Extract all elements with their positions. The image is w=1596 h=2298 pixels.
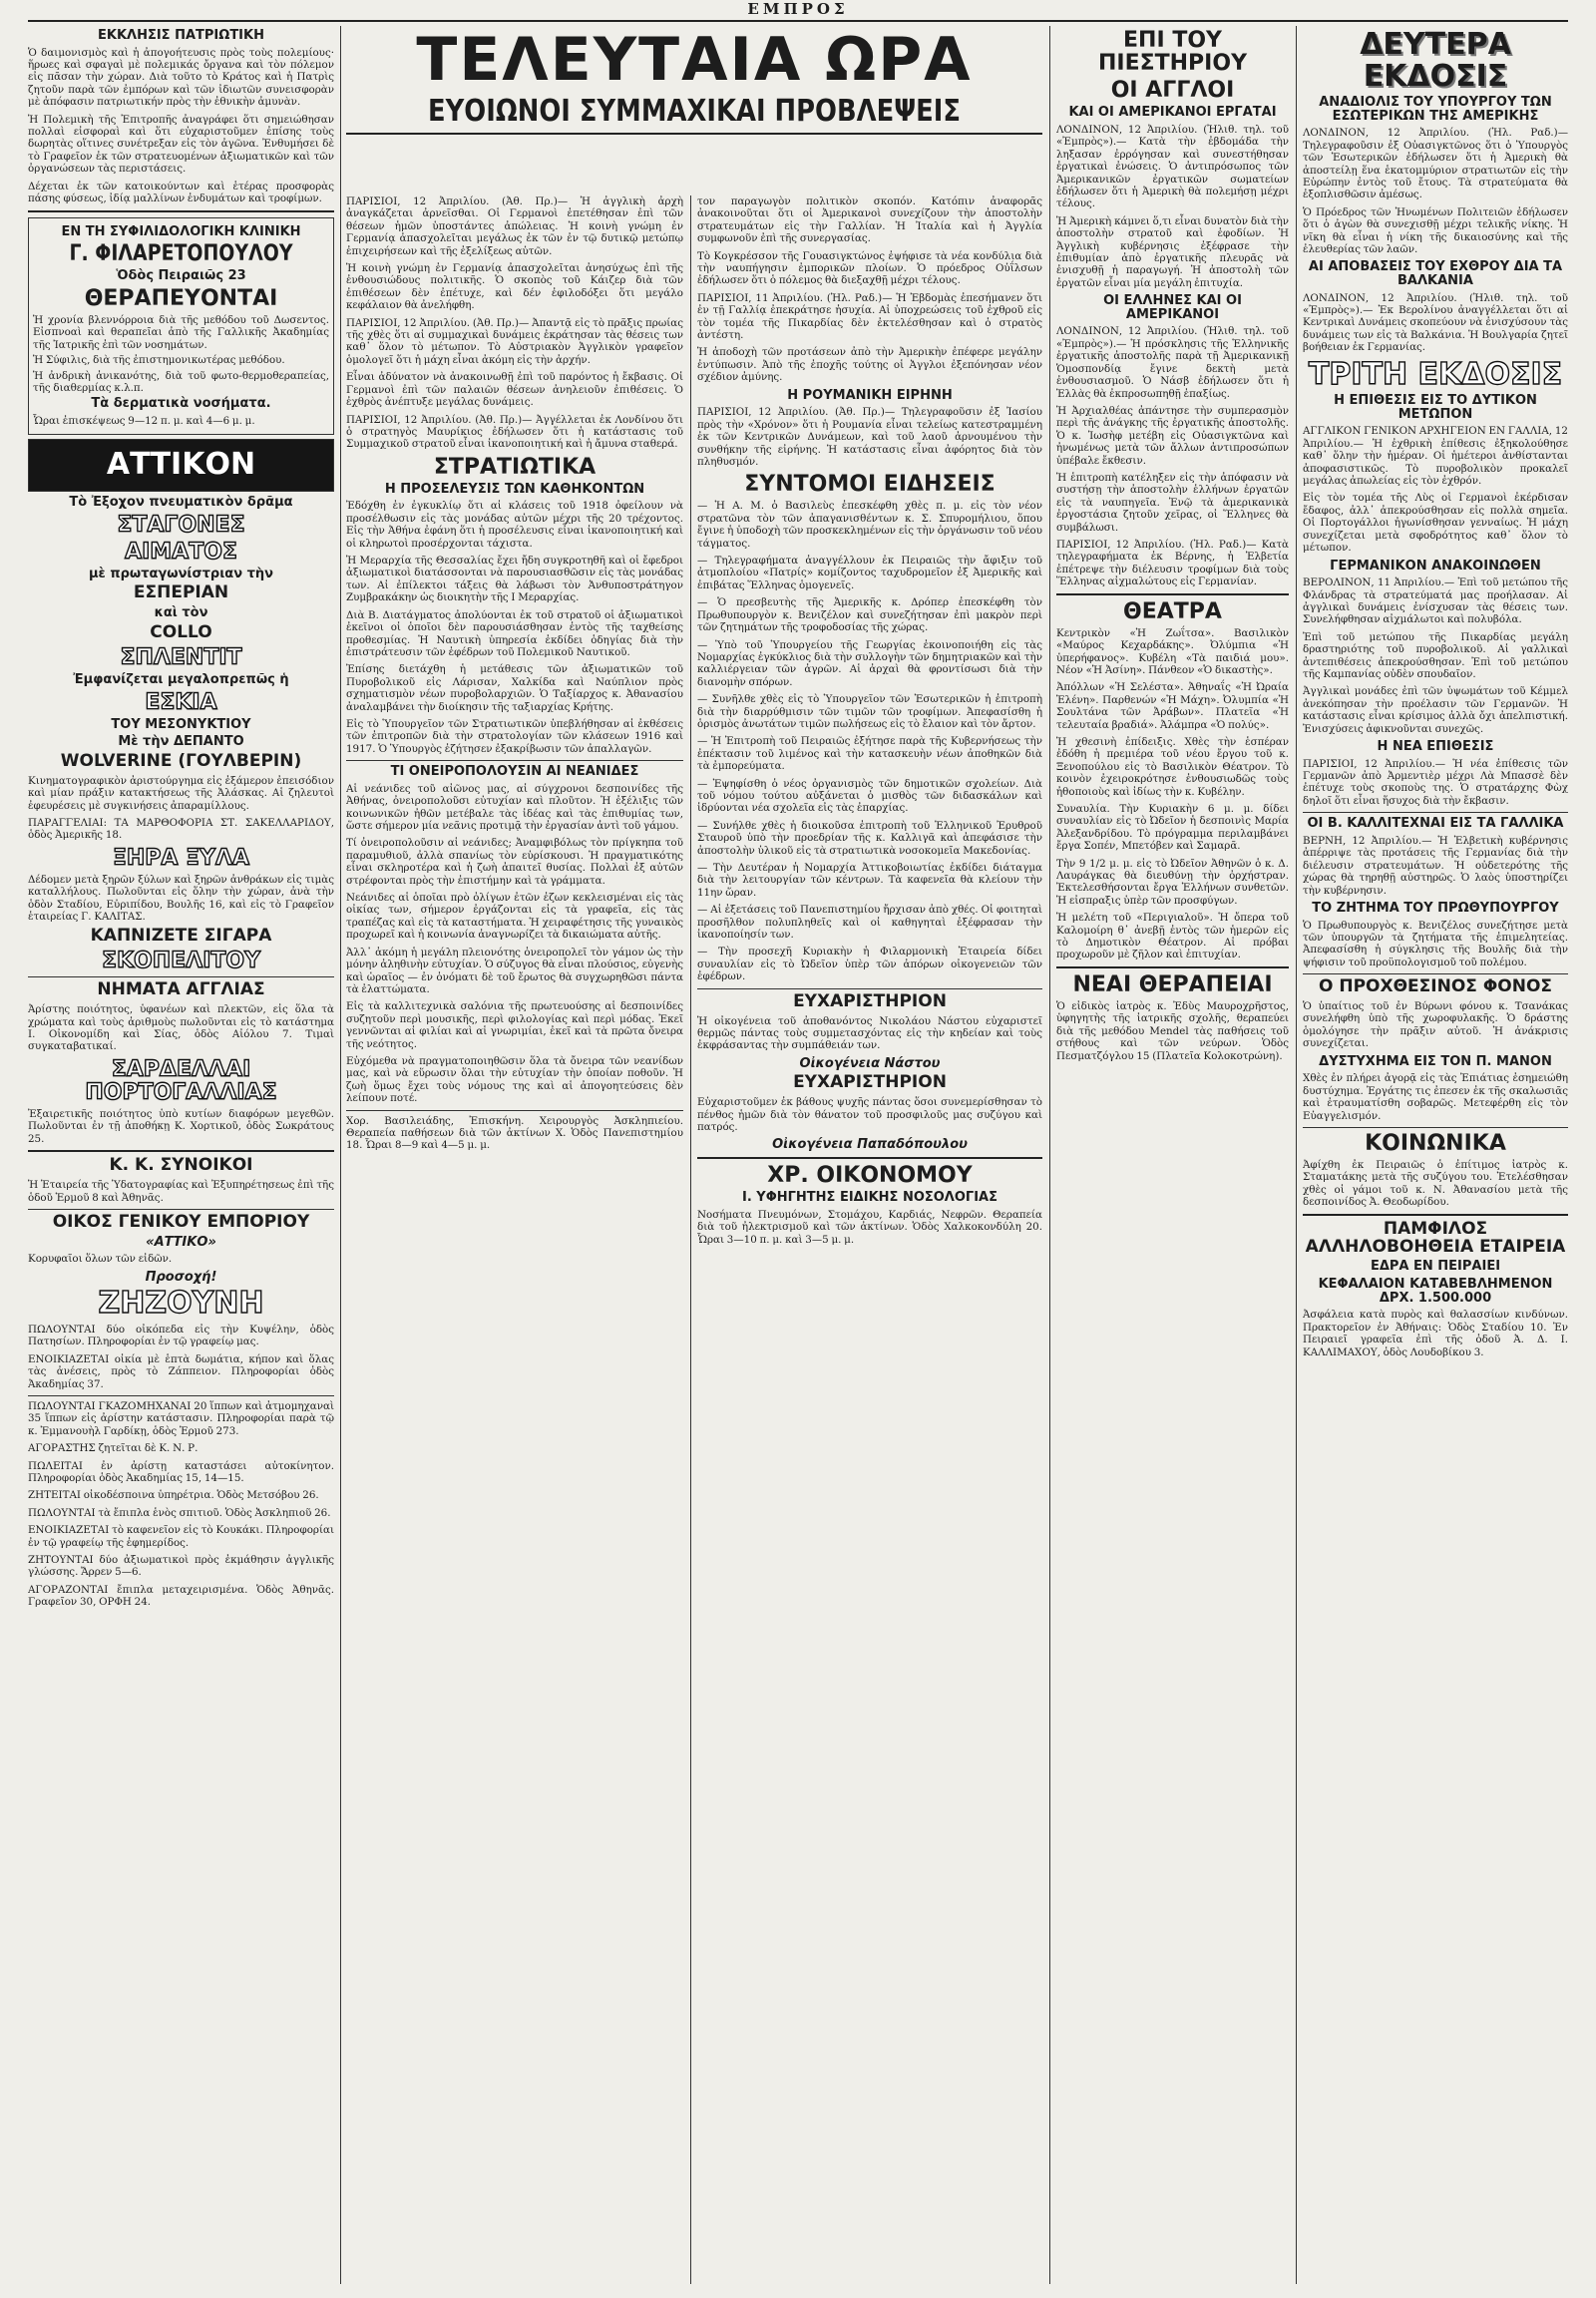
article-paragraph: Ἀσφάλεια κατὰ πυρὸς καὶ θαλασσίων κινδύνων. Πρακτορεῖον ἐν Ἀθήναις: Ὁδὸς Σταδίου 10. Ἐν Πειραιεῖ γραφεῖα ἐπὶ τῆς ὁδοῦ Ἀ. Δ. Ι. ΚΑΛΛΙΜΑΧΟΥ, ὁδὸς Λουδοβίκου 3.: [1303, 1309, 1568, 1358]
article-paragraph: ΛΟΝΔΙΝΟΝ, 12 Ἀπριλίου. (Ἠλιθ. τηλ. τοῦ «Ἐμπρὸς»).— Κατὰ τὴν ἐβδομάδα τὴν ληξασαν ἐρρόγησαν καὶ συνεστήθησαν ἐργατικαὶ ἐνώσεις. Ὁ ἀντιπρόσωπος τῶν Ἀμερικανικῶν ἐργατικῶν σωματείων ἐδήλωσεν ὅτι ἡ Ἀμερικὴ θὰ πολεμήσῃ μέχρι τέλους.: [1056, 123, 1289, 210]
article-paragraph: — Τηλεγραφήματα ἀναγγέλλουν ἐκ Πειραιῶς τὴν ἄφιξιν τοῦ ἀτμοπλοίου «Πατρίς» κομίζοντος ταχυδρομεῖον ἐξ Ἀμερικῆς καὶ ἐπιβάτας Ἕλληνας ὁμογενεῖς.: [697, 555, 1042, 591]
section-rule: [28, 1150, 334, 1152]
article-paragraph: τον παραγωγὸν πολιτικὸν σκοπόν. Κατόπιν ἀναφορᾶς ἀνακοινοῦται ὅτι οἱ Ἀμερικανοὶ συνεχίζουν τὴν ἀποστολὴν στρατευμάτων εἰς τὴν Γαλλίαν. Ἡ Ἰταλία καὶ ἡ Ἀγγλία συμφωνοῦν ἐπὶ τῆς συνεργασίας.: [697, 195, 1042, 245]
headline: ΤΙ ΟΝΕΙΡΟΠΟΛΟΥΣΙΝ ΑΙ ΝΕΑΝΙΔΕΣ: [390, 764, 639, 780]
article-paragraph: ΠΑΡΑΓΓΕΛΙΑΙ: ΤΑ ΜΑΡΘΟΦΟΡΙΑ ΣΤ. ΣΑΚΕΛΛΑΡΙΔΟΥ, ὁδὸς Ἀμερικῆς 18.: [28, 816, 334, 842]
article-paragraph: Χορ. Βασιλειάδης, Ἐπισκήνη. Χειρουργὸς Ἀσκληπιείου. Θεραπεία παθήσεων διὰ τῶν ἀκτίνων Χ. Ὁδὸς Πανεπιστημίου 18. Ὧραι 8—9 καὶ 4—5 μ. μ.: [346, 1114, 683, 1152]
article-paragraph: Τὴν 9 1/2 μ. μ. εἰς τὸ Ὠδεῖον Ἀθηνῶν ὁ κ. Δ. Λαυράγκας θὰ διευθύνῃ τὴν ὀρχήστραν. Ἐκτελεσθήσονται ἔργα Ἑλλήνων συνθετῶν. Ἡ εἰσπραξις ὑπὲρ τῶν προσφύγων.: [1056, 857, 1289, 907]
headline: ΕΥΧΑΡΙΣΤΗΡΙΟΝ: [793, 990, 947, 1011]
section-rule: [1056, 966, 1289, 968]
headline: ΔΕΥΤΕΡΑ ΕΚΔΟΣΙΣ: [1360, 27, 1511, 94]
headline: ΣΠΛΕΝΤΙΤ: [120, 644, 242, 670]
section-rule: [28, 210, 334, 212]
section-rule: [1303, 1127, 1568, 1128]
headline: ΣΚΟΠΕΛΙΤΟΥ: [101, 949, 261, 974]
headline: ΑΙΜΑΤΟΣ: [125, 539, 237, 565]
headline: Η ΕΠΙΘΕΣΙΣ ΕΙΣ ΤΟ ΔΥΤΙΚΟΝ ΜΕΤΩΠΟΝ: [1334, 393, 1537, 422]
article-paragraph: ΖΗΤΟΥΝΤΑΙ δύο ἀξιωματικοὶ πρὸς ἐκμάθησιν ἀγγλικῆς γλώσσης. Ἄρρεν 5—6.: [28, 1554, 334, 1579]
headline: ΑΝΑΔΙΟΛΙΣ ΤΟΥ ΥΠΟΥΡΓΟΥ ΤΩΝ ΕΣΩΤΕΡΙΚΩΝ ΤΗΣ ΑΜΕΡΙΚΗΣ: [1319, 95, 1552, 124]
headline: ΕΝ ΤΗ ΣΥΦΙΛΙΔΟΛΟΓΙΚΗ ΚΛΙΝΙΚΗ: [61, 223, 301, 239]
headline: ΤΕΛΕΥΤΑΙΑ ΩΡΑ: [416, 26, 973, 95]
headline: ΕΥΧΑΡΙΣΤΗΡΙΟΝ: [793, 1072, 947, 1093]
article-paragraph: Εἰς τὰ καλλιτεχνικὰ σαλόνια τῆς πρωτευούσης αἱ δεσποινίδες συζητοῦν περὶ μουσικῆς, περὶ φιλολογίας καὶ περὶ μόδας. Ἐκεῖ γεννῶνται αἱ φιλίαι καὶ αἱ γνωριμίαι, ἐκεῖ καὶ τὰ πρῶτα ὄνειρα τῆς νεότητος.: [346, 1000, 683, 1050]
masthead-rule: [28, 20, 1568, 22]
article-paragraph: ΛΟΝΔΙΝΟΝ, 12 Ἀπριλίου. (Ἠλ. Ραδ.)— Τηλεγραφοῦσιν ἐξ Οὐασιγκτῶνος ὅτι ὁ Ὑπουργὸς τῶν Ἐσωτερικῶν ἐδήλωσεν ὅτι ἡ Ἀμερικὴ θὰ ἀποστείλῃ ἕνα ἑκατομμύριον στρατιωτῶν εἰς τὴν Εὐρώπην ἐντὸς τοῦ ἔτους. Τὰ στρατεύματα θὰ ἐξοπλισθῶσιν ἀμέσως.: [1303, 127, 1568, 201]
headline: ΕΣΠΕΡΙΑΝ: [133, 582, 229, 603]
article-paragraph: Ἀρίστης ποιότητος, ὑφανέων καὶ πλεκτῶν, εἰς ὅλα τὰ χρώματα καὶ τοὺς ἀριθμοὺς πωλοῦνται εἰς τὸ κατάστημα Ι. Οἰκονομίδη καὶ Σίας, ὁδὸς Αἰόλου 7. Τιμαὶ συγκαταβατικαί.: [28, 1003, 334, 1053]
article-paragraph: — Τὴν προσεχῆ Κυριακὴν ἡ Φιλαρμονικὴ Ἑταιρεία δίδει συναυλίαν εἰς τὸ Ὠδεῖον ὑπὲρ τῶν ἀπόρων οἰκογενειῶν τῶν ἐφέδρων.: [697, 946, 1042, 983]
article-paragraph: Ἀφίχθη ἐκ Πειραιῶς ὁ ἐπίτιμος ἰατρὸς κ. Σταματάκης μετὰ τῆς συζύγου του. Ἐτελέσθησαν χθὲς οἱ γάμοι τοῦ κ. Ν. Ἀθανασίου μετὰ τῆς δεσποινίδος Ἀ. Θεοδωρίδου.: [1303, 1159, 1568, 1209]
headline: Τὸ Ἐξοχον πνευματικὸν δρᾶμα: [69, 494, 293, 510]
headline: ΣΤΑΓΟΝΕΣ: [117, 512, 245, 538]
article-paragraph: Χθὲς ἐν πλήρει ἀγορᾷ εἰς τὰς Ἐπιάτιας ἐσημειώθη δυστύχημα. Ἐργάτης τις ἐπεσεν ἐκ τῆς σκαλωσιᾶς καὶ ἐτραυματίσθη σοβαρῶς. Μετεφέρθη εἰς τὸν Εὐαγγελισμόν.: [1303, 1072, 1568, 1122]
article-paragraph: ΖΗΤΕΙΤΑΙ οἰκοδέσποινα ὑπηρέτρια. Ὁδὸς Μετσόβου 26.: [28, 1489, 319, 1502]
headline: ΕΠΙ ΤΟΥ ΠΙΕΣΤΗΡΙΟΥ: [1097, 28, 1247, 77]
article-paragraph: Ὁ ὑπαίτιος τοῦ ἐν Βύρωνι φόνου κ. Τσανάκας συνελήφθη ὑπὸ τῆς χωροφυλακῆς. Ὁ δράστης ὁμολόγησε τὴν πρᾶξιν αὐτοῦ. Ἡ ἀνάκρισις συνεχίζεται.: [1303, 1000, 1568, 1050]
article-paragraph: Ἐπὶ τοῦ μετώπου τῆς Πικαρδίας μεγάλη δραστηριότης τοῦ πυροβολικοῦ. Αἱ γαλλικαὶ ἀντεπιθέσεις ἀπεκρούσθησαν. Ἐπὶ τοῦ μετώπου τῆς Καμπανίας οὐδὲν σπουδαῖον.: [1303, 630, 1568, 680]
article-paragraph: Ἐπίσης διετάχθη ἡ μετάθεσις τῶν ἀξιωματικῶν τοῦ Πυροβολικοῦ εἰς Λάρισαν, Χαλκίδα καὶ Ναύπλιον πρὸς σχηματισμὸν νέων πυροβολαρχιῶν. Ὁ Ταξίαρχος κ. Ἀθανασίου ἀναλαμβάνει τὴν διοίκησιν τῆς ταξιαρχίας Κρήτης.: [346, 663, 683, 713]
article-paragraph: ΠΑΡΙΣΙΟΙ, 12 Ἀπριλίου. (Ἀθ. Πρ.)— Ἡ ἀγγλικὴ ἀρχὴ ἀναγκάζεται ἀρνεῖσθαι. Οἱ Γερμανοὶ ἐπετέθησαν ἐπὶ τῶν θέσεων ἡμῶν ὑποστάντες ἀπώλειας. Ἡ κοινὴ γνώμη ἐν Γερμανίᾳ ἀπασχολεῖται μεγάλως ἐκ τῶν ἐν τῷ δυτικῷ μετώπῳ ἐπιχειρήσεων καὶ τῆς ἐξελίξεως αὐτῶν.: [346, 195, 683, 257]
article-paragraph: ΒΕΡΟΛΙΝΟΝ, 11 Ἀπριλίου.— Ἐπὶ τοῦ μετώπου τῆς Φλάνδρας τὰ στρατεύματά μας προήλασαν. Αἱ ἀγγλικαὶ δυνάμεις ἐνίσχυσαν τὰς θέσεις των. Συνελήφθησαν αἰχμάλωτοι καὶ πολυβόλα.: [1303, 576, 1568, 626]
advertisement-box: [28, 217, 334, 436]
headline: Η ΝΕΑ ΕΠΙΘΕΣΙΣ: [1377, 739, 1494, 755]
article-paragraph: Ἡ Πολεμικὴ τῆς Ἐπιτροπῆς ἀναγράφει ὅτι σημειώθησαν πολλαὶ εἰσφοραὶ καὶ ὅτι εὐχαριστοῦμεν ἐπίσης τοὺς δωρητὰς οἵτινες συνέτρεξαν εἰς τὸν ἀγῶνα. Ἐνθυμήσει δὲ τὸ Γραφεῖον ἐκ τῶν στρατευομένων ἀξιωματικῶν καὶ τῶν ὀργανώσεων τὰς περιστάσεις.: [28, 113, 334, 176]
article-paragraph: ΑΓΟΡΑΖΟΝΤΑΙ ἔπιπλα μεταχειρισμένα. Ὁδὸς Ἀθηνᾶς. Γραφεῖον 30, ΟΡΦΗ 24.: [28, 1583, 334, 1609]
headline: ΑΤΤΙΚΟΝ: [106, 447, 256, 483]
article-paragraph: — Ἡ Α. Μ. ὁ Βασιλεὺς ἐπεσκέφθη χθὲς π. μ. εἰς τὸν νέον στρατῶνα τὸν τῶν ἀπαγανισθέντων κ. Σ. Σπυρομήλιου, ὅπου ἔγινε ἡ ὑποδοχὴ τῶν προσκεκλημένων εἰς τὴν ὀργάνωσιν τοῦ νέου τάγματος.: [697, 500, 1042, 550]
article-paragraph: Ἐδόχθη ἐν ἐγκυκλίῳ ὅτι αἱ κλάσεις τοῦ 1918 ὀφείλουν νὰ προσέλθωσιν εἰς τὰς μονάδας αὐτῶν μέχρι τῆς 20 τρέχοντος. Εἰς τὴν Ἀθήνα ἐφάνη ὅτι ἡ προσέλευσις εἶναι ἱκανοποιητική καὶ οἱ κληρωτοὶ προσέρχονται τάχιστα.: [346, 500, 683, 550]
headline: Προσοχή!: [145, 1269, 217, 1285]
article-paragraph: Ἡ ἀνδρικὴ ἀνικανότης, διὰ τοῦ φωτο-θερμοθεραπείας, τῆς διαθερμίας κ.λ.π.: [33, 369, 329, 395]
headline: μὲ πρωταγωνίστριαν τὴν: [88, 566, 274, 581]
article-paragraph: ΕΝΟΙΚΙΑΖΕΤΑΙ τὸ καφενεῖον εἰς τὸ Κουκάκι. Πληροφορίαι ἐν τῷ γραφείῳ τῆς ἐφημερίδος.: [28, 1524, 334, 1549]
article-paragraph: Τί ὀνειροπολοῦσιν αἱ νεάνιδες; Ἀναμφιβόλως τὸν πρίγκηπα τοῦ παραμυθιοῦ, ἀλλὰ σπανίως τὸν εὑρίσκουσι. Ἡ πραγματικότης εἶναι σκληροτέρα καὶ ἡ ζωὴ ἀπαιτεῖ θυσίας. Πολλαὶ ἐξ αὐτῶν στρέφονται πρὸς τὴν ἐπιστήμην καὶ τὰ γράμματα.: [346, 837, 683, 887]
headline: ΤΟ ΖΗΤΗΜΑ ΤΟΥ ΠΡΩΘΥΠΟΥΡΓΟΥ: [1312, 900, 1559, 916]
section-rule: [1303, 973, 1568, 974]
headline: ΟΙ ΑΓΓΛΟΙ: [1110, 78, 1235, 104]
article-paragraph: Συναυλία. Τὴν Κυριακὴν 6 μ. μ. δίδει συναυλίαν εἰς τὸ Ὠδεῖον ἡ δεσποινὶς Μαρία Ἀλεξανδρίδου. Τὸ πρόγραμμα περιλαμβάνει ἔργα Σοπέν, Μπετόβεν καὶ Σαμαρᾶ.: [1056, 802, 1289, 853]
headline: «ΑΤΤΙΚΟ»: [146, 1234, 216, 1250]
headline: Ι. ΥΦΗΓΗΤΗΣ ΕΙΔΙΚΗΣ ΝΟΣΟΛΟΓΙΑΣ: [742, 1190, 998, 1206]
headline: Τὰ δερματικὰ νοσήματα.: [91, 396, 271, 412]
article-paragraph: Ὧραι ἐπισκέψεως 9—12 π. μ. καὶ 4—6 μ. μ.: [33, 415, 255, 428]
article-paragraph: Κινηματογραφικὸν ἀριστούργημα εἰς ἐξάμερον ἐπεισόδιον καὶ μίαν πράξιν κατακτήσεως τῆς Ἀλάσκας. Αἱ ζηλευτοὶ ἐφευρέσεις μὲ συγκινήσεις ἀπαραμίλλους.: [28, 774, 334, 812]
column-divider: [340, 26, 341, 2284]
article-paragraph: Νεάνιδες αἱ ὁποῖαι πρὸ ὀλίγων ἐτῶν ἐζων κεκλεισμέναι εἰς τὰς οἰκίας των, σήμερον ἐργάζονται εἰς τὰ γραφεῖα, εἰς τὰς τραπέζας καὶ εἰς τὰ καταστήματα. Ἡ χειραφέτησις τῆς γυναικὸς προχωρεῖ καὶ ἡ κοινωνία ἀναγνωρίζει τὰ δικαιώματα αὐτῆς.: [346, 892, 683, 942]
article-paragraph: Ἀπόλλων «Ἡ Σελέστα». Ἀθηναΐς «Ἡ Ὠραία Ἑλένη». Παρθενών «Ἡ Μάχη». Ὀλυμπία «Ἡ Σουλτάνα τῶν Ἀράβων». Πλατεῖα «Ἡ τελευταία βραδιά». Ἀλάμπρα «Ὁ πολύς».: [1056, 681, 1289, 731]
article-paragraph: ΑΓΟΡΑΣΤΗΣ ζητεῖται δὲ Κ. Ν. Ρ.: [28, 1442, 199, 1455]
section-rule: [28, 1209, 334, 1210]
headline: ΕΚΚΛΗΣΙΣ ΠΑΤΡΙΩΤΙΚΗ: [98, 28, 264, 43]
headline: Ἐμφανίζεται μεγαλοπρεπῶς ἡ: [73, 671, 289, 687]
headline: ΧΡ. ΟΙΚΟΝΟΜΟΥ: [767, 1163, 973, 1189]
article-paragraph: Εἶναι ἀδύνατον νὰ ἀνακοινωθῇ ἐπὶ τοῦ παρόντος ἡ ἔκβασις. Οἱ Γερμανοὶ ἐπὶ τῶν παλαιῶν θέσεων ἀνηλειοῦν ἐπιθέσεις. Ὁ ἐχθρὸς ἀνέπτυξε μεγάλας δυνάμεις.: [346, 371, 683, 409]
article-paragraph: ΕΝΟΙΚΙΑΖΕΤΑΙ οἰκία μὲ ἑπτὰ δωμάτια, κήπον καὶ ὅλας τὰς ἀνέσεις, πρὸς τὸ Ζάππειον. Πληροφορίαι ὁδὸς Ἀκαδημίας 37.: [28, 1352, 334, 1390]
article-paragraph: Εἰς τὸν τομέα τῆς Λὺς οἱ Γερμανοὶ ἐκέρδισαν ἔδαφος, ἀλλ᾽ ἀπεκρούσθησαν εἰς πολλὰ σημεῖα. Οἱ Πορτογάλλοι ἠγωνίσθησαν γενναίως. Ἡ μάχη συνεχίζεται μετὰ σφοδρότητος καθ᾽ ὅλον τὸ μέτωπον.: [1303, 492, 1568, 555]
article-paragraph: Ὁ δαιμονισμὸς καὶ ἡ ἀπογοήτευσις πρὸς τοὺς πολεμίους· ἥρωες καὶ σφαγαὶ μὲ πολεμικάς ὄργανα καὶ τὸν πόλεμον εἰς πᾶσαν τὴν χώραν. Διὰ τοῦτο τὸ Κράτος καὶ ἡ Πατρὶς ζητοῦν παρὰ τῶν ἐμπόρων καὶ τῶν ἰδιωτῶν συνεισφορὰν μὲ ἀπόφασιν πατριωτικήν πρὸς τὴν ἐθνικὴν ἀμυνὰν.: [28, 46, 334, 109]
article-paragraph: Ἐξαιρετικῆς ποιότητος ὑπὸ κυτίων διαφόρων μεγεθῶν. Πωλοῦνται ἐν τῇ ἀποθήκῃ Κ. Χορτικοῦ, ὁδὸς Σωκράτους 25.: [28, 1108, 334, 1145]
column-late-news-left: [346, 195, 683, 2284]
article-paragraph: Ἡ ἑπιτροπὴ κατέληξεν εἰς τὴν ἀπόφασιν νὰ συστήσῃ τὴν ἀποστολὴν ἑλλήνων ἐργατῶν εἰς τὰ ναυπηγεῖα. Ἐνῷ τὰ ἀμερικανικὰ ἐργοστάσια ζητοῦν χεῖρας, οἱ Ἕλληνες θὰ συμβάλωσι.: [1056, 471, 1289, 534]
article-paragraph: Ἀλλ᾽ ἀκόμη ἡ μεγάλη πλειονότης ὀνειροπολεῖ τὸν γάμον ὡς τὴν μόνην ἀληθινὴν εὐτυχίαν. Ὁ σύζυγος θὰ εἶναι πλούσιος, εὐγενὴς καὶ ὡραῖος — ἐν ὀνόματι δὲ τοῦ ἔρωτος θὰ συγχωρηθῶσι πάντα τὰ ἐλαττώματα.: [346, 946, 683, 995]
headline: ΣΥΝΤΟΜΟΙ ΕΙΔΗΣΕΙΣ: [744, 472, 996, 498]
column-advertisements: [28, 26, 334, 2284]
headline: ΔΥΣΤΥΧΗΜΑ ΕΙΣ ΤΟΝ Π. ΜΑΝΟΝ: [1319, 1053, 1552, 1069]
headline: ΣΑΡΔΕΛΛΑΙ ΠΟΡΤΟΓΑΛΛΙΑΣ: [85, 1056, 277, 1105]
column-editions: [1303, 26, 1568, 2284]
headline: ΕΥΟΙΩΝΟΙ ΣΥΜΜΑΧΙΚΑΙ ΠΡΟΒΛΕΨΕΙΣ: [427, 94, 961, 129]
article-paragraph: — Ἡ Ἐπιτροπὴ τοῦ Πειραιῶς ἐξήτησε παρὰ τῆς Κυβερνήσεως τὴν ἐπέκτασιν τοῦ λιμένος καὶ τὴν κατασκευὴν νέων ἀποθηκῶν διὰ τὰ ἐμπορεύματα.: [697, 735, 1042, 773]
section-rule: [697, 988, 1042, 989]
article-paragraph: Ὁ Πρωθυπουργὸς κ. Βενιζέλος συνεζήτησε μετὰ τῶν ὑπουργῶν τὰ ζητήματα τῆς ἐπιμελητείας. Ἀπεφασίσθη ἡ σύγκλησις τῆς Βουλῆς διὰ τὴν ψήφισιν τοῦ προϋπολογισμοῦ τοῦ πολέμου.: [1303, 919, 1568, 968]
article-paragraph: Δέδομεν μετὰ ξηρῶν ξύλων καὶ ξηρῶν ἀνθράκων εἰς τιμὰς καταλλήλους. Πωλοῦνται εἰς ὅλην τὴν χώραν, ἀνὰ τὴν ὁδὸν Σταδίου, Εὐριπίδου, Βουλῆς 16, καὶ εἰς τὸ Γραφεῖον ἑταιρείας Γ. ΚΑΛΙΤΑΣ.: [28, 873, 334, 924]
headline: ΘΕΑΤΡΑ: [1123, 598, 1222, 624]
article-paragraph: Εὐχαριστοῦμεν ἐκ βάθους ψυχῆς πάντας ὅσοι συνεμερίσθησαν τὸ πένθος ἡμῶν διὰ τὸν θάνατον τοῦ προσφιλοῦς μας συζύγου καὶ πατρός.: [697, 1096, 1042, 1134]
headline: ΚΕΦΑΛΑΙΟΝ ΚΑΤΑΒΕΒΛΗΜΕΝΟΝ ΔΡΧ. 1.500.000: [1318, 1277, 1553, 1306]
headline: ΤΟΥ ΜΕΣΟΝΥΚΤΙΟΥ: [111, 716, 251, 732]
article-paragraph: — Συνῆλθε χθὲς εἰς τὸ Ὑπουργεῖον τῶν Ἐσωτερικῶν ἡ ἐπιτροπὴ διὰ τὴν διαρρύθμισιν τῶν τιμῶν τῶν τροφίμων. Ἀπεφασίσθη ἡ ὁρισμὸς ἀνωτάτων τιμῶν πωλήσεως εἰς τὸ ἔλαιον καὶ τὸν ἄρτον.: [697, 693, 1042, 730]
headline: Ο ΠΡΟΧΘΕΣΙΝΟΣ ΦΟΝΟΣ: [1318, 976, 1553, 997]
article-paragraph: Ἡ χρονία βλεννόρροια διὰ τῆς μεθόδου τοῦ Δωσεντος. Εἰσπνοαὶ καὶ θεραπεῖαι ἀπὸ τῆς Γαλλικῆς Ἀκαδημίας τῆς Ἰατρικῆς ἐπὶ τῶν νοσημάτων.: [33, 313, 329, 351]
article-paragraph: Κεντρικὸν «Ἡ Ζωΐτσα». Βασιλικὸν «Μαύρος Κεχαρδάκης». Ὀλύμπια «Ἡ ὑπερήφανος». Κυβέλη «Τὰ παιδιά μου». Νέον «Ἡ Ἀσίνη». Πάνθεον «Ὁ δικαστὴς».: [1056, 626, 1289, 676]
column-divider: [1296, 26, 1297, 2284]
section-rule: [346, 760, 683, 761]
section-rule: [28, 976, 334, 977]
article-paragraph: Ἡ οἰκογένεια τοῦ ἀποθανόντος Νικολάου Νάστου εὐχαριστεῖ θερμῶς πάντας τοὺς συμμετασχόντας εἰς τὴν κηδείαν καὶ τοὺς ἐκφράσαντας τὴν συμπάθειάν των.: [697, 1014, 1042, 1052]
column-press-theatre: [1056, 26, 1289, 2284]
headline: ΕΔΡΑ ΕΝ ΠΕΙΡΑΙΕΙ: [1370, 1259, 1501, 1275]
article-paragraph: Νοσήματα Πνευμόνων, Στομάχου, Καρδιάς, Νεφρῶν. Θεραπεία διὰ τοῦ ἠλεκτρισμοῦ καὶ τῶν ἀκτίνων. Ὁδὸς Χαλκοκονδύλη 20. Ὧραι 3—10 π. μ. καὶ 3—5 μ. μ.: [697, 1208, 1042, 1246]
headline: ΣΤΡΑΤΙΩΤΙΚΑ: [433, 454, 597, 480]
article-paragraph: — Ὑπὸ τοῦ Ὑπουργείου τῆς Γεωργίας ἐκοινοποιήθη εἰς τὰς Νομαρχίας ἐγκύκλιος διὰ τὴν συλλογὴν τῶν δημητριακῶν καὶ τὴν καλλιέργειαν τῶν ἀγρῶν. Αἱ ἀρχαὶ θὰ φροντίσωσι διὰ τὴν διανομὴν σπόρων.: [697, 638, 1042, 688]
article-paragraph: ΠΩΛΟΥΝΤΑΙ δύο οἰκόπεδα εἰς τὴν Κυψέλην, ὁδὸς Πατησίων. Πληροφορίαι ἐν τῷ γραφείῳ μας.: [28, 1323, 334, 1348]
headline: Κ. Κ. ΣΥΝΟΙΚΟΙ: [109, 1155, 253, 1176]
article-paragraph: Ἡ Ἀμερικὴ κάμνει ὅ,τι εἶναι δυνατὸν διὰ τὴν ἀποστολὴν στρατοῦ καὶ ἐφοδίων. Ἡ Ἀγγλικὴ κυβέρνησις ἐξέφρασε τὴν ἐπιθυμίαν ἀπὸ ἐργατικῆς πλευρᾶς νὰ ἐνισχυθῇ ἡ παραγωγή. Ἡ ἀποστολὴ τῶν ἐργατῶν εἶναι μία μεγάλη ἐπιτυχία.: [1056, 214, 1289, 289]
article-paragraph: ΛΟΝΔΙΝΟΝ, 12 Ἀπριλίου. (Ἠλιθ. τηλ. τοῦ «Ἐμπρὸς»).— Ἡ πρόσκλησις τῆς Ἑλληνικῆς ἐργατικῆς ἀποστολῆς παρὰ τῇ Ἀμερικανικῇ Ὁμοσπονδίᾳ ἔγινε δεκτὴ μετὰ ἐνθουσιασμοῦ. Ὁ Νάσβ ἐδήλωσεν ὅτι ἡ Ἑλλὰς θὰ ἐκπροσωπηθῇ ἐπαξίως.: [1056, 325, 1289, 400]
headline: ΠΑΜΦΙΛΟΣ ΑΛΛΗΛΟΒΟΗΘΕΙΑ ΕΤΑΙΡΕΙΑ: [1305, 1218, 1566, 1257]
section-rule: [346, 1110, 683, 1111]
section-rule: [697, 1157, 1042, 1159]
headline: ΕΣΚΙΑ: [145, 689, 217, 715]
headline: ΝΕΑΙ ΘΕΡΑΠΕΙΑΙ: [1072, 971, 1273, 997]
advertisement-box: [28, 439, 334, 492]
article-paragraph: — Ὁ πρεσβευτὴς τῆς Ἀμερικῆς κ. Δρόπερ ἐπεσκέφθη τὸν Πρωθυπουργὸν κ. Βενιζέλον καὶ συνεζήτησαν ἐπὶ μακρὸν περὶ τῶν ζητημάτων τῆς τροφοδοσίας τῆς χώρας.: [697, 596, 1042, 634]
article-paragraph: Δέχεται ἐκ τῶν κατοικούντων καὶ ἑτέρας προσφορὰς πάσης φύσεως, ἰδίᾳ μαλλίνων ἐνδυμάτων καὶ τροφίμων.: [28, 180, 334, 205]
article-paragraph: ΛΟΝΔΙΝΟΝ, 12 Ἀπριλίου. (Ἠλιθ. τηλ. τοῦ «Ἐμπρὸς»).— Ἐκ Βερολίνου ἀναγγέλλεται ὅτι αἱ Κεντρικαὶ Δυνάμεις σκοπεύουν νὰ ἐνισχύσουν τὰς δυνάμεις των εἰς τὰ Βαλκάνια. Ἡ Βουλγαρία ζητεῖ βοήθειαν ἐκ Γερμανίας.: [1303, 291, 1568, 354]
article-paragraph: ΑΓΓΛΙΚΟΝ ΓΕΝΙΚΟΝ ΑΡΧΗΓΕΙΟΝ ΕΝ ΓΑΛΛΙΑ, 12 Ἀπριλίου.— Ἡ ἐχθρικὴ ἐπίθεσις ἐξηκολούθησε καθ᾽ ὅλην τὴν ἡμέραν. Οἱ ἡμέτεροι ἀνθίστανται ἀποφασιστικῶς. Τὸ πυροβολικὸν προκαλεῖ μεγάλας ἀπωλείας εἰς τὸν ἐχθρόν.: [1303, 425, 1568, 488]
headline: Μὲ τὴν ΔΕΠΑΝΤΟ: [118, 734, 244, 750]
article-paragraph: — Ἐψηφίσθη ὁ νέος ὀργανισμὸς τῶν δημοτικῶν σχολείων. Διὰ τοῦ νόμου τούτου αὐξάνεται ὁ μισθὸς τῶν διδασκάλων καὶ ἱδρύονται νέα σχολεῖα εἰς τὰς ἐπαρχίας.: [697, 777, 1042, 815]
column-divider: [1049, 26, 1050, 2284]
article-paragraph: Ἡ κοινὴ γνώμη ἐν Γερμανίᾳ ἀπασχολεῖται ἀνησύχως ἐπὶ τῆς ἐνθουσιώδους πολιτικῆς. Ὁ σκοπὸς τοῦ Κάιζερ διὰ τῶν ἐπιθέσεων δὲν ἐπέτυχε, καὶ δέν ἐφιλοδόξει ὅτι μεγάλο κεφάλαιον θὰ ἀνελήφθη.: [346, 262, 683, 312]
headline: Οἰκογένεια Παπαδόπουλου: [772, 1137, 968, 1153]
headline: Γ. ΦΙΛΑΡΕΤΟΠΟΥΛΟΥ: [69, 241, 293, 267]
article-paragraph: Ἡ ἀποδοχὴ τῶν προτάσεων ἀπὸ τὴν Ἀμερικὴν ἐπέφερε μεγάλην ἐντύπωσιν. Ἀπὸ τῆς ἐποχῆς τούτης οἱ Ἀγγλοι ἐξεπόνησαν νέον σχέδιον ἀμύνης.: [697, 346, 1042, 384]
headline: ΚΟΙΝΩΝΙΚΑ: [1365, 1130, 1506, 1156]
headline: ΟΙ ΕΛΛΗΝΕΣ ΚΑΙ ΟΙ ΑΜΕΡΙΚΑΝΟΙ: [1103, 293, 1242, 322]
section-rule: [1303, 812, 1568, 813]
article-paragraph: Αἱ νεάνιδες τοῦ αἰῶνος μας, αἱ σύγχρονοι δεσποινίδες τῆς Ἀθήνας, ὀνειροπολοῦσι εὐτυχίαν καὶ πλοῦτον. Ἡ ἐξέλιξις τῶν κοινωνικῶν ἠθῶν μετέβαλε τὰς ἰδέας καὶ τὰς ἐπιθυμίας των, ὥστε σήμερον μία νεᾶνις προτιμᾷ τὴν ἐργασίαν ἀντὶ τοῦ γάμου.: [346, 782, 683, 833]
article-paragraph: — Αἱ ἐξετάσεις τοῦ Πανεπιστημίου ἤρχισαν ἀπὸ χθές. Οἱ φοιτηταὶ προσῆλθον πολυπληθεῖς καὶ οἱ καθηγηταὶ ἐξέφρασαν τὴν ἱκανοποίησίν των.: [697, 904, 1042, 942]
article-paragraph: Ἡ Ἀρχιαλθέας ἀπάντησε τὴν συμπερασμὸν περὶ τῆς ἀνάγκης τῆς ἐργατικῆς ἀποστολῆς. Ὁ κ. Ἰωσὴφ μετέβη εἰς Οὐασιγκτῶνα καὶ ἠνωμένως μετὰ τῶν ἄλλων ἀντιπροσώπων ὑπέβαλε ἔκθεσιν.: [1056, 404, 1289, 467]
headline: ΚΑΙ ΟΙ ΑΜΕΡΙΚΑΝΟΙ ΕΡΓΑΤΑΙ: [1068, 105, 1277, 121]
headline: ΑΙ ΑΠΟΒΑΣΕΙΣ ΤΟΥ ΕΧΘΡΟΥ ΔΙΑ ΤΑ ΒΑΛΚΑΝΙΑ: [1308, 259, 1563, 288]
column-divider: [690, 195, 691, 2284]
article-paragraph: ΠΩΛΟΥΝΤΑΙ τὰ ἔπιπλα ἑνὸς σπιτιοῦ. Ὁδὸς Ἀσκληπιοῦ 26.: [28, 1506, 331, 1519]
article-paragraph: ΒΕΡΝΗ, 12 Ἀπριλίου.— Ἡ Ἑλβετικὴ κυβέρνησις ἀπέρριψε τὰς προτάσεις τῆς Γερμανίας διὰ τὴν διέλευσιν στρατευμάτων. Ἡ οὐδετερότης τῆς χώρας θὰ τηρηθῇ αὐστηρῶς. Ὁ λαὸς ὑποστηρίζει τὴν κυβέρνησιν.: [1303, 834, 1568, 897]
headline: Οἰκογένεια Νάστου: [799, 1055, 941, 1071]
headline: Η ΡΟΥΜΑΝΙΚΗ ΕΙΡΗΝΗ: [787, 387, 953, 403]
headline: ΟΙ Β. ΚΑΛΛΙΤΕΧΝΑΙ ΕΙΣ ΤΑ ΓΑΛΛΙΚΑ: [1307, 816, 1564, 832]
article-paragraph: ΠΩΛΕΙΤΑΙ ἐν ἀρίστῃ καταστάσει αὐτοκίνητον. Πληροφορίαι ὁδὸς Ἀκαδημίας 15, 14—15.: [28, 1459, 334, 1485]
article-paragraph: Ἡ μελέτη τοῦ «Περιγιαλοῦ». Ἡ ὄπερα τοῦ Καλομοίρη θ᾽ ἀνεβῇ ἐντὸς τῶν ἡμερῶν εἰς τὸ Δημοτικὸν Θέατρον. Αἱ πρόβαι προχωροῦν μὲ ζῆλον καὶ ἐπιτυχίαν.: [1056, 912, 1289, 961]
section-rule: [28, 1395, 334, 1396]
headline: ΖΗΖΟΥΝΗ: [98, 1286, 264, 1322]
article-paragraph: Εἰς τὸ Ὑπουργεῖον τῶν Στρατιωτικῶν ὑπεβλήθησαν αἱ ἐκθέσεις τῶν ἐπιτροπῶν διὰ τὴν στρατολογίαν τῶν κλάσεων 1916 καὶ 1917. Ὁ Ὑπουργὸς ἐζήτησεν ἐξακρίβωσιν τῶν ἀπαλλαγῶν.: [346, 717, 683, 755]
article-paragraph: Ὁ Πρόεδρος τῶν Ἡνωμένων Πολιτειῶν ἐδήλωσεν ὅτι ὁ ἀγὼν θὰ συνεχισθῇ μέχρι τελικῆς νίκης. Ἡ νῖκη θὰ εἶναι ἡ νίκη τῆς δικαιοσύνης καὶ τῆς ἐλευθερίας τῶν λαῶν.: [1303, 205, 1568, 255]
headline: καὶ τὸν: [154, 605, 208, 621]
section-rule: [1056, 593, 1289, 595]
headline: WOLVERINE (ΓΟΥΛΒΕΡΙΝ): [60, 750, 302, 771]
article-paragraph: Διὰ Β. Διατάγματος ἀπολύονται ἐκ τοῦ στρατοῦ οἱ ἀξιωματικοὶ ἐκεῖνοι οἱ ὁποῖοι δὲν παρουσιάσθησαν ἐντὸς τῆς ταχθείσης προθεσμίας. Ἡ Ναυτικὴ ὑπηρεσία ἐκδίδει ὁδηγίας διὰ τὴν ἐπιστράτευσιν τῶν ἐφέδρων τοῦ Πολεμικοῦ Ναυτικοῦ.: [346, 608, 683, 658]
article-paragraph: Ὁ εἰδικὸς ἰατρὸς κ. Ἐδὺς Μαυροχρῆστος, ὑφηγητὴς τῆς ἰατρικῆς σχολῆς, θεραπεύει διὰ τῆς μεθόδου Mendel τὰς παθήσεις τοῦ στήθους καὶ τῶν νεύρων. Ὁδὸς Πεσματζόγλου 15 (Πλατεῖα Κολοκοτρώνη).: [1056, 999, 1289, 1062]
headline: ΞΗΡΑ ΞΥΛΑ: [112, 845, 249, 871]
article-paragraph: ΠΑΡΙΣΙΟΙ, 12 Ἀπριλίου. (Ἀθ. Πρ.)— Τηλεγραφοῦσιν ἐξ Ἰασίου πρὸς τὴν «Χρόνον» ὅτι ἡ Ρουμανία εἶναι τελείως κατεστραμμένη ἐκ τῶν Κεντρικῶν Δυνάμεων, καὶ τοῦ λαοῦ ἀρνουμένου τὴν συνθήκην τῆς εἰρήνης. Ἡ κατάστασις εἶναι ἀφόρητος διὰ τὸν πληθυσμόν.: [697, 406, 1042, 468]
column-late-news-header: [346, 26, 1042, 195]
article-paragraph: Ἡ χθεσινὴ ἐπίδειξις. Χθὲς τὴν ἑσπέραν ἐδόθη ἡ πρεμιέρα τοῦ νέου ἔργου τοῦ κ. Ξενοπούλου εἰς τὸ Βασιλικὸν Θέατρον. Τὸ κοινὸν ἐχειροκρότησε ἐνθουσιωδῶς τοὺς ἠθοποιοὺς καὶ ἰδίως τὴν κ. Κυβέλην.: [1056, 735, 1289, 798]
article-paragraph: Εὐχόμεθα νὰ πραγματοποιηθῶσιν ὅλα τὰ ὄνειρα τῶν νεανίδων μας, καὶ νὰ εὕρωσιν ὅλαι τὴν εὐτυχίαν τὴν ὁποίαν ποθοῦν. Ἡ ζωὴ ὅμως ἔχει τοὺς νόμους της καὶ αἱ ἀπογοητεύσεις δὲν λείπουν ποτέ.: [346, 1054, 683, 1105]
section-rule: [346, 133, 1042, 135]
column-late-news-right: [697, 195, 1042, 2284]
masthead: ΕΜΠΡΟΣ: [747, 0, 849, 18]
headline: ΘΕΡΑΠΕΥΟΝΤΑΙ: [84, 285, 278, 311]
headline: Η ΠΡΟΣΕΛΕΥΣΙΣ ΤΩΝ ΚΑΘΗΚΟΝΤΩΝ: [384, 481, 645, 497]
section-rule: [1303, 1214, 1568, 1216]
article-paragraph: ΠΑΡΙΣΙΟΙ, 12 Ἀπριλίου.— Ἡ νέα ἐπίθεσις τῶν Γερμανῶν ἀπὸ Ἀρμεντιὲρ μέχρι Λὰ Μπασσὲ δὲν ἐπέτυχε τοὺς σκοποὺς της. Ὁ στρατάρχης Φὼχ δηλοῖ ὅτι εἶναι ἥσυχος διὰ τὴν ἔκβασιν.: [1303, 757, 1568, 807]
headline: ΤΡΙΤΗ ΕΚΔΟΣΙΣ: [1308, 356, 1563, 392]
article-paragraph: ΠΑΡΙΣΙΟΙ, 12 Ἀπριλίου. (Ἠλ. Ραδ.)— Κατὰ τηλεγραφήματα ἐκ Βέρνης, ἡ Ἑλβετία ἐπέτρεψε τὴν διέλευσιν τροφίμων διὰ τοὺς Ἕλληνας αἰχμαλώτους εἰς Γερμανίαν.: [1056, 538, 1289, 588]
headline: COLLO: [150, 621, 212, 642]
article-paragraph: ΠΩΛΟΥΝΤΑΙ ΓΚΑΖΟΜΗΧΑΝΑΙ 20 ἵππων καὶ ἀτμομηχαναὶ 35 ἵππων εἰς ἀρίστην κατάστασιν. Πληροφορίαι παρὰ τῷ κ. Ἐμμανουὴλ Γαρδίκῃ, ὁδὸς Ἑρμοῦ 273.: [28, 1400, 334, 1437]
headline: ΓΕΡΜΑΝΙΚΟΝ ΑΝΑΚΟΙΝΩΘΕΝ: [1330, 558, 1541, 574]
article-paragraph: ΠΑΡΙΣΙΟΙ, 12 Ἀπριλίου. (Ἀθ. Πρ.)— Ἀγγέλλεται ἐκ Λονδίνου ὅτι ὁ στρατηγὸς Μαυρίκιος ἐδήλωσεν ὅτι ἡ κατάστασις τοῦ Συμμαχικοῦ στρατοῦ εἶναι ἱκανοποιητική καὶ ἡ ἄμυνα σταθερά.: [346, 413, 683, 451]
article-paragraph: Ἡ Σύφιλις, διὰ τῆς ἐπιστημονικωτέρας μεθόδου.: [33, 354, 285, 367]
headline: ΚΑΠΝΙΖΕΤΕ ΣΙΓΑΡΑ: [90, 926, 272, 947]
article-paragraph: Ἡ Ἑταιρεία τῆς Ὑδατογραφίας καὶ Ἐξυπηρέτησεως ἐπὶ τῆς ὁδοῦ Ἑρμοῦ 8 καὶ Ἀθηνᾶς.: [28, 1179, 334, 1204]
headline: ΟΙΚΟΣ ΓΕΝΙΚΟΥ ΕΜΠΟΡΙΟΥ: [52, 1211, 310, 1232]
headline: ΝΗΜΑΤΑ ΑΓΓΛΙΑΣ: [97, 979, 265, 1000]
article-paragraph: ΠΑΡΙΣΙΟΙ, 12 Ἀπριλίου. (Ἀθ. Πρ.)— Ἀπαντᾷ εἰς τὸ πρᾶξις πρωίας τῆς χθὲς ὅτι αἱ συμμαχικαὶ δυνάμεις ἐκράτησαν τὰς θέσεις των καθ᾽ ὅλον τὸ μέτωπον. Τὸ Αὐστριακὸν Ἀγγλικὸν γραφεῖον ὁμολογεῖ ὅτι ἡ μάχη εἶναι ἀκόμη εἰς τὴν ἀρχήν.: [346, 316, 683, 366]
article-paragraph: — Τὴν Δευτέραν ἡ Νομαρχία Ἀττικοβοιωτίας ἐκδίδει διάταγμα διὰ τὴν λειτουργίαν τῶν κέντρων. Τὰ καφενεῖα θὰ κλείουν τὴν 11ην ὥραν.: [697, 862, 1042, 899]
article-paragraph: Ἡ Μεραρχία τῆς Θεσσαλίας ἔχει ἤδη συγκροτηθῆ καὶ οἱ ἔφεδροι ἀξιωματικοὶ διατάσσονται νὰ παρουσιασθῶσιν εἰς τὰς μονάδας των. Αἱ ἐπίλεκτοι τάξεις θὰ λάβωσι τὸν Ἀνθυποστράτηγον Ζυμβρακάκην ὡς διοικητὴν τῆς Ι Μεραρχίας.: [346, 555, 683, 604]
article-paragraph: ΠΑΡΙΣΙΟΙ, 11 Ἀπριλίου. (Ἠλ. Ραδ.)— Ἡ Ἐβδομὰς ἐπεσήμανεν ὅτι ἐν τῇ Γαλλίᾳ ἐπεκράτησε ἠσυχία. Αἱ ὑποχρεώσεις τοῦ ἐχθροῦ εἰς τὸν τομέα τῆς Πικαρδίας δὲν ἐκτελέσθησαν καὶ ὁ στρατὸς ἀντέστη.: [697, 291, 1042, 342]
article-paragraph: Κορυφαῖοι ὅλων τῶν εἰδῶν.: [28, 1253, 173, 1266]
headline: Ὁδὸς Πειραιῶς 23: [116, 268, 246, 284]
article-paragraph: — Συνήλθε χθὲς ἡ διοικοῦσα ἐπιτροπὴ τοῦ Ἑλληνικοῦ Ἐρυθροῦ Σταυροῦ ὑπὸ τὴν προεδρίαν τῆς κ. Καλλιγᾶ καὶ ἀπεφάσισε τὴν ἀποστολὴν ὑλικοῦ εἰς τὰ στρατιωτικὰ νοσοκομεῖα Μακεδονίας.: [697, 819, 1042, 857]
article-paragraph: Τὸ Κογκρέσσον τῆς Γουασιγκτώνος ἐψήφισε τὰ νέα κονδύλια διὰ τὴν ναυπήγησιν ἐμπορικῶν πλοίων. Ὁ πρόεδρος Οὐΐλσων ἐδήλωσεν ὅτι ὁ πόλεμος θὰ διεξαχθῇ μέχρι τέλους.: [697, 249, 1042, 287]
article-paragraph: Ἀγγλικαὶ μονάδες ἐπὶ τῶν ὑψωμάτων τοῦ Κέμμελ ἀνεκόπησαν τὴν προέλασιν τῶν Γερμανῶν. Ἡ κατάστασις εἶναι κρίσιμος ἀλλὰ ὄχι ἀπελπιστική. Ἐνισχύσεις ἀφικνοῦνται συνεχῶς.: [1303, 685, 1568, 735]
